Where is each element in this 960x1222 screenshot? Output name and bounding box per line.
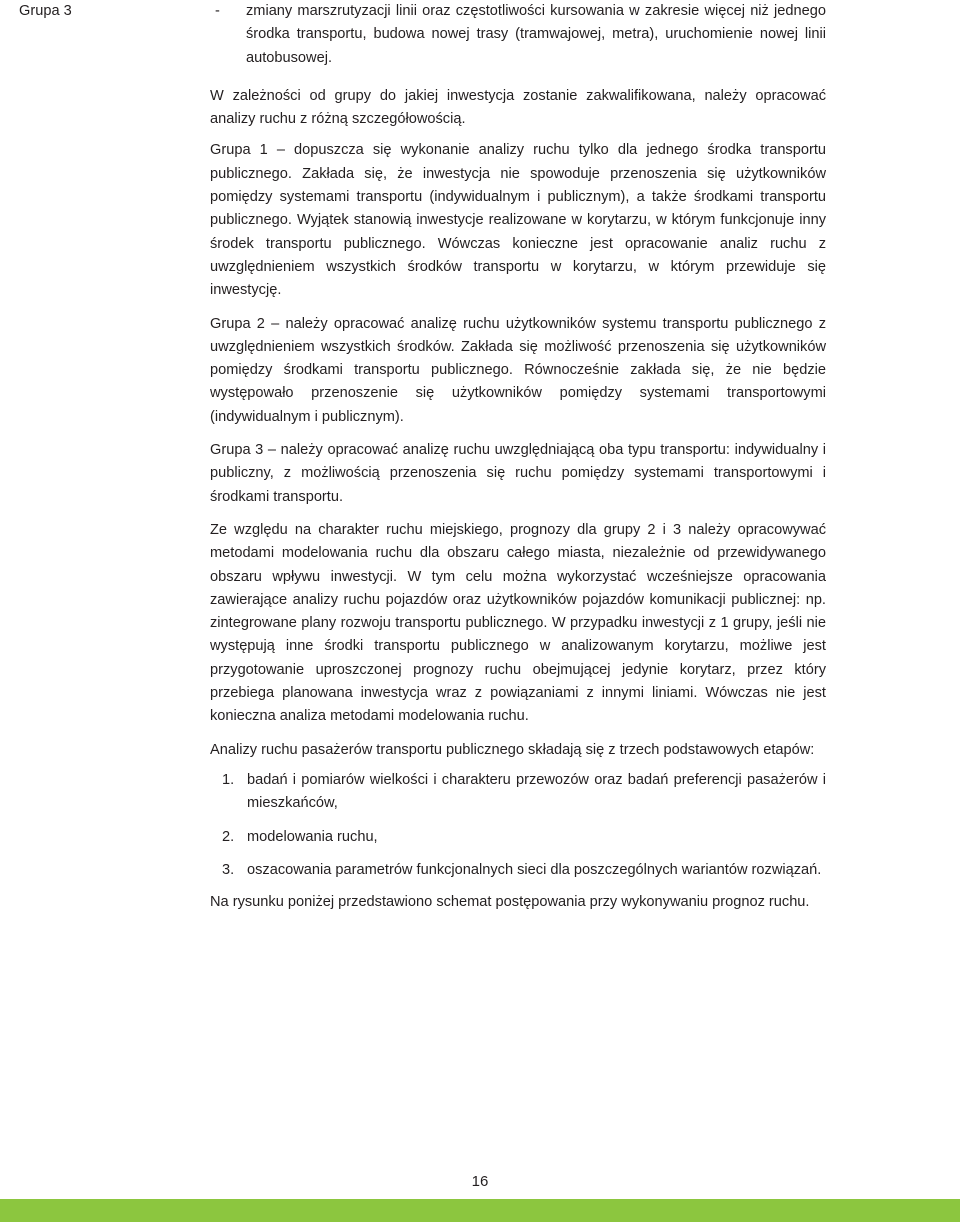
definition-dash: - <box>215 3 220 19</box>
paragraph-intro: W zależności od grupy do jakiej inwestycja zostanie zakwalifikowana, należy opracować analizy ruchu z różną szczegółowością. <box>210 87 826 128</box>
list-item-number: 2. <box>222 828 235 845</box>
paragraph-etapy: Analizy ruchu pasażerów transportu publicznego składają się z trzech podstawowych etapów: <box>210 741 815 758</box>
grupa-3-text: zmiany marszrutyzacji linii oraz częstotliwości kursowania w zakresie więcej niż jednego środka transportu, budowa nowej trasy (tramwajowej, metra), uruchomienie nowej linii autobusowej. <box>246 3 826 66</box>
list-item-text: badań i pomiarów wielkości i charakteru przewozów oraz badań preferencji pasażerów i mieszkańców, <box>247 771 826 812</box>
list-item-number: 1. <box>222 771 235 788</box>
grupa-3-term: Grupa 3 <box>19 3 72 19</box>
paragraph-closing: Na rysunku poniżej przedstawiono schemat postępowania przy wykonywaniu prognoz ruchu. <box>210 894 810 911</box>
footer-accent-bar <box>0 1199 960 1222</box>
paragraph-grupa-2: Grupa 2 – należy opracować analizę ruchu użytkowników systemu transportu publicznego z uwzględnieniem wszystkich środków. Zakłada się możliwość przenoszenia się użytkowników pomiędzy środkami transportu publicznego. Równocześnie zakłada się, że nie będzie występowało przenoszenie się użytkowników pomiędzy systemami transportowymi (indywidualnym i publicznym). <box>210 315 826 425</box>
list-item <box>210 769 826 816</box>
paragraph-prognozy: Ze względu na charakter ruchu miejskiego, prognozy dla grupy 2 i 3 należy opracowywać metodami modelowania ruchu dla obszaru całego miasta, niezależnie od przewidywanego obszaru wpływu inwestycji. W tym celu można wykorzystać wcześniejsze opracowania zawierające analizy ruchu pojazdów oraz użytkowników pojazdów komunikacji publicznej: np. zintegrowane plany rozwoju transportu publicznego. W przypadku inwestycji z 1 grupy, jeśli nie występują inne środki transportu publicznego w analizowanym korytarzu, możliwe jest przygotowanie uproszczonej prognozy ruchu obejmującej jedynie korytarz, przez który przebiega planowana inwestycja wraz z powiązaniami z innymi liniami. Wówczas nie jest konieczna analiza metodami modelowania ruchu. <box>210 521 826 725</box>
list-item <box>210 859 826 882</box>
page-body <box>19 0 826 914</box>
list-item-text: modelowania ruchu, <box>247 828 378 845</box>
list-item-text: oszacowania parametrów funkcjonalnych sieci dla poszczególnych wariantów rozwiązań. <box>247 861 822 878</box>
page-number: 16 <box>471 1173 489 1190</box>
paragraph-grupa-3: Grupa 3 – należy opracować analizę ruchu uwzględniającą oba typu transportu: indywidualny i publiczny, z możliwością przenoszenia się ruchu pomiędzy systemami transportowymi i środkami transportu. <box>210 442 826 505</box>
list-item-number: 3. <box>222 861 235 878</box>
steps-list <box>210 769 826 882</box>
grupa-3-definition <box>19 0 826 70</box>
paragraph-grupa-1: Grupa 1 – dopuszcza się wykonanie analizy ruchu tylko dla jednego środka transportu publicznego. Zakłada się, że inwestycja nie spowoduje przenoszenia się użytkowników pomiędzy systemami transportu (indywidualnym i publicznym), a także środkami transportu publicznego. Wyjątek stanowią inwestycje realizowane w korytarzu, w którym funkcjonuje inny środek transportu publicznego. Wówczas konieczne jest opracowanie analiz ruchu z uwzględnieniem wszystkich środków transportu w korytarzu, w którym przewiduje się inwestycję. <box>210 142 826 299</box>
list-item <box>210 826 826 849</box>
